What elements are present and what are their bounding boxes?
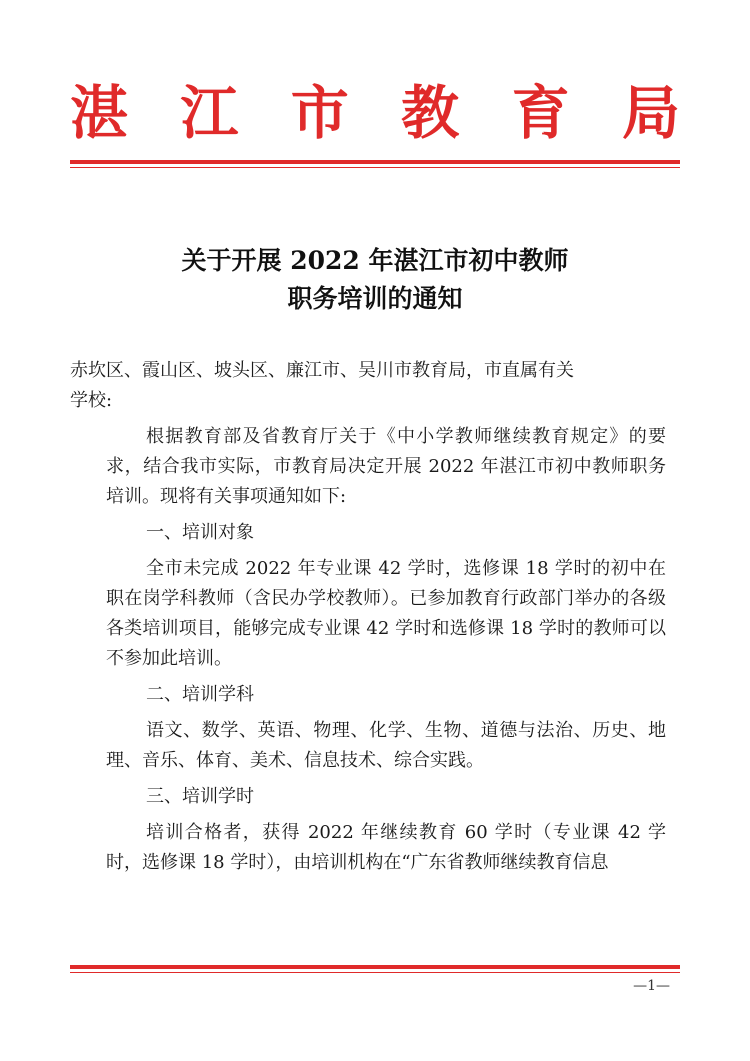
masthead-rule-thick [70, 160, 680, 164]
masthead-char: 江 [180, 79, 239, 147]
footer-rule-thin [70, 972, 680, 973]
section-1-heading: 一、培训对象 [146, 522, 254, 543]
masthead-rule-thin [70, 167, 680, 168]
document-title [70, 242, 680, 318]
footer-rule-thick [70, 965, 680, 969]
masthead-char: 市 [290, 79, 349, 147]
masthead-char: 湛 [70, 79, 129, 147]
salutation-line-1: 赤坎区、霞山区、坡头区、廉江市、吴川市教育局，市直属有关 [70, 360, 574, 381]
intro-paragraph: 根据教育部及省教育厅关于《中小学教师继续教育规定》的要求，结合我市实际，市教育局决定开展 2022 年湛江市初中教师职务培训。现将有关事项通知如下: [106, 426, 666, 507]
section-3-paragraph: 培训合格者，获得 2022 年继续教育 60 学时（专业课 42 学时，选修课 18 学时），由培训机构在“广东省教师继续教育信息 [106, 822, 666, 873]
masthead [70, 78, 680, 148]
document-body [70, 356, 666, 884]
section-2-heading: 二、培训学科 [146, 684, 254, 705]
title-line-1: 关于开展 2022 年湛江市初中教师 [181, 246, 569, 275]
salutation-line-2: 学校: [70, 390, 113, 411]
page-number: —1— [633, 978, 670, 994]
masthead-char: 教 [401, 79, 460, 147]
masthead-char: 育 [511, 79, 570, 147]
masthead-char: 局 [621, 79, 680, 147]
section-1-paragraph: 全市未完成 2022 年专业课 42 学时，选修课 18 学时的初中在职在岗学科教师（含民办学校教师）。已参加教育行政部门举办的各级各类培训项目，能够完成专业课 42 学时和选修课 18 学时的教师可以不参加此培训。 [106, 558, 666, 669]
section-2-paragraph: 语文、数学、英语、物理、化学、生物、道德与法治、历史、地理、音乐、体育、美术、信息技术、综合实践。 [106, 720, 666, 771]
section-3-heading: 三、培训学时 [146, 786, 254, 807]
title-line-2: 职务培训的通知 [287, 284, 463, 313]
